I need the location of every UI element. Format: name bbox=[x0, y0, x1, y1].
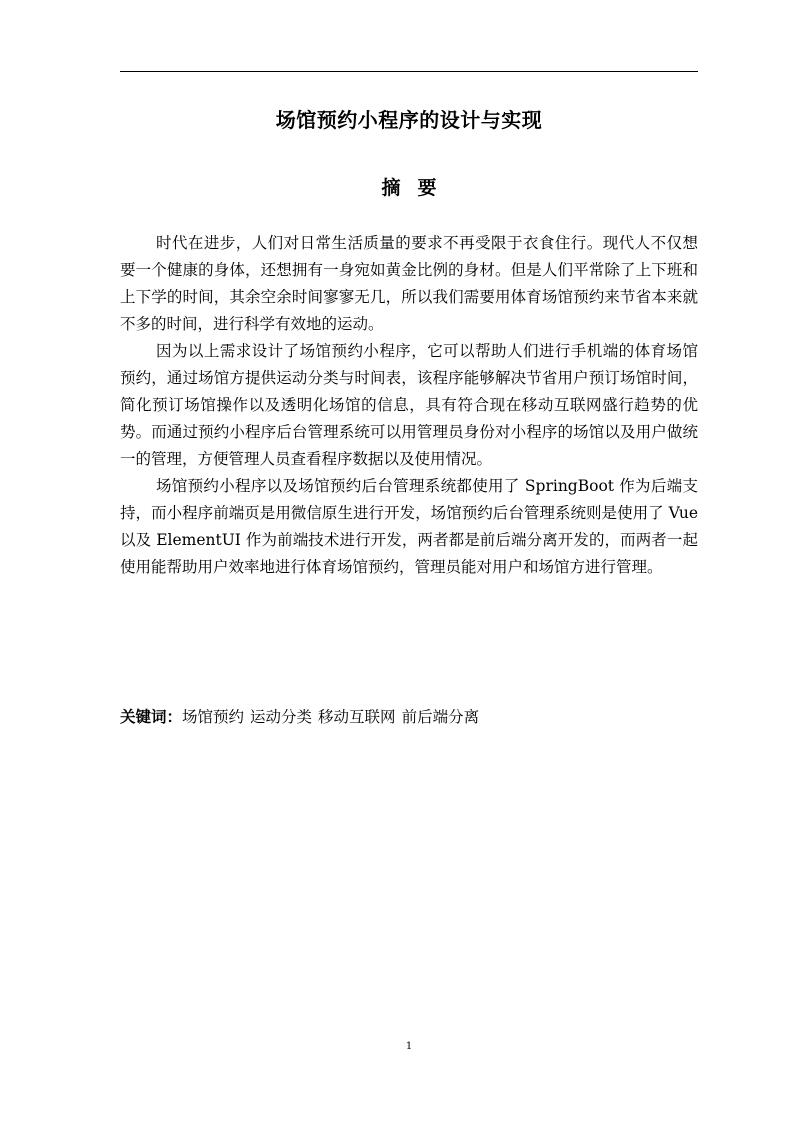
page-number: 1 bbox=[405, 1041, 413, 1052]
keyword: 前后端分离 bbox=[401, 708, 480, 726]
keyword: 移动互联网 bbox=[318, 708, 396, 726]
keywords-label: 关键词： bbox=[120, 708, 183, 726]
keyword: 场馆预约 bbox=[182, 708, 245, 726]
abstract-body bbox=[120, 230, 698, 581]
abstract-paragraph: 场馆预约小程序以及场馆预约后台管理系统都使用了 SpringBoot 作为后端支持，而小程序前端页是用微信原生进行开发，场馆预约后台管理系统则是使用了 Vue 以及 ElementUI 作为前端技术进行开发，两者都是前后端分离开发的，而两者一起使用能帮助用户效率地进行体育场馆预约，管理员能对用户和场馆方进行管理。 bbox=[120, 477, 698, 576]
document-title: 场馆预约小程序的设计与实现 bbox=[275, 108, 543, 132]
keyword: 运动分类 bbox=[250, 708, 313, 726]
abstract-paragraph: 时代在进步，人们对日常生活质量的要求不再受限于衣食住行。现代人不仅想要一个健康的身体，还想拥有一身宛如黄金比例的身材。但是人们平常除了上下班和上下学的时间，其余空余时间寥寥无几，所以我们需要用体育场馆预约来节省本来就不多的时间，进行科学有效地的运动。 bbox=[120, 234, 698, 333]
keywords-line bbox=[120, 704, 698, 731]
abstract-heading: 摘要 bbox=[381, 177, 454, 199]
abstract-paragraph: 因为以上需求设计了场馆预约小程序，它可以帮助人们进行手机端的体育场馆预约，通过场馆方提供运动分类与时间表，该程序能够解决节省用户预订场馆时间，简化预订场馆操作以及透明化场馆的信息，具有符合现在移动互联网盛行趋势的优势。而通过预约小程序后台管理系统可以用管理员身份对小程序的场馆以及用户做统一的管理，方便管理人员查看程序数据以及使用情况。 bbox=[120, 342, 698, 468]
header-rule bbox=[120, 71, 698, 72]
